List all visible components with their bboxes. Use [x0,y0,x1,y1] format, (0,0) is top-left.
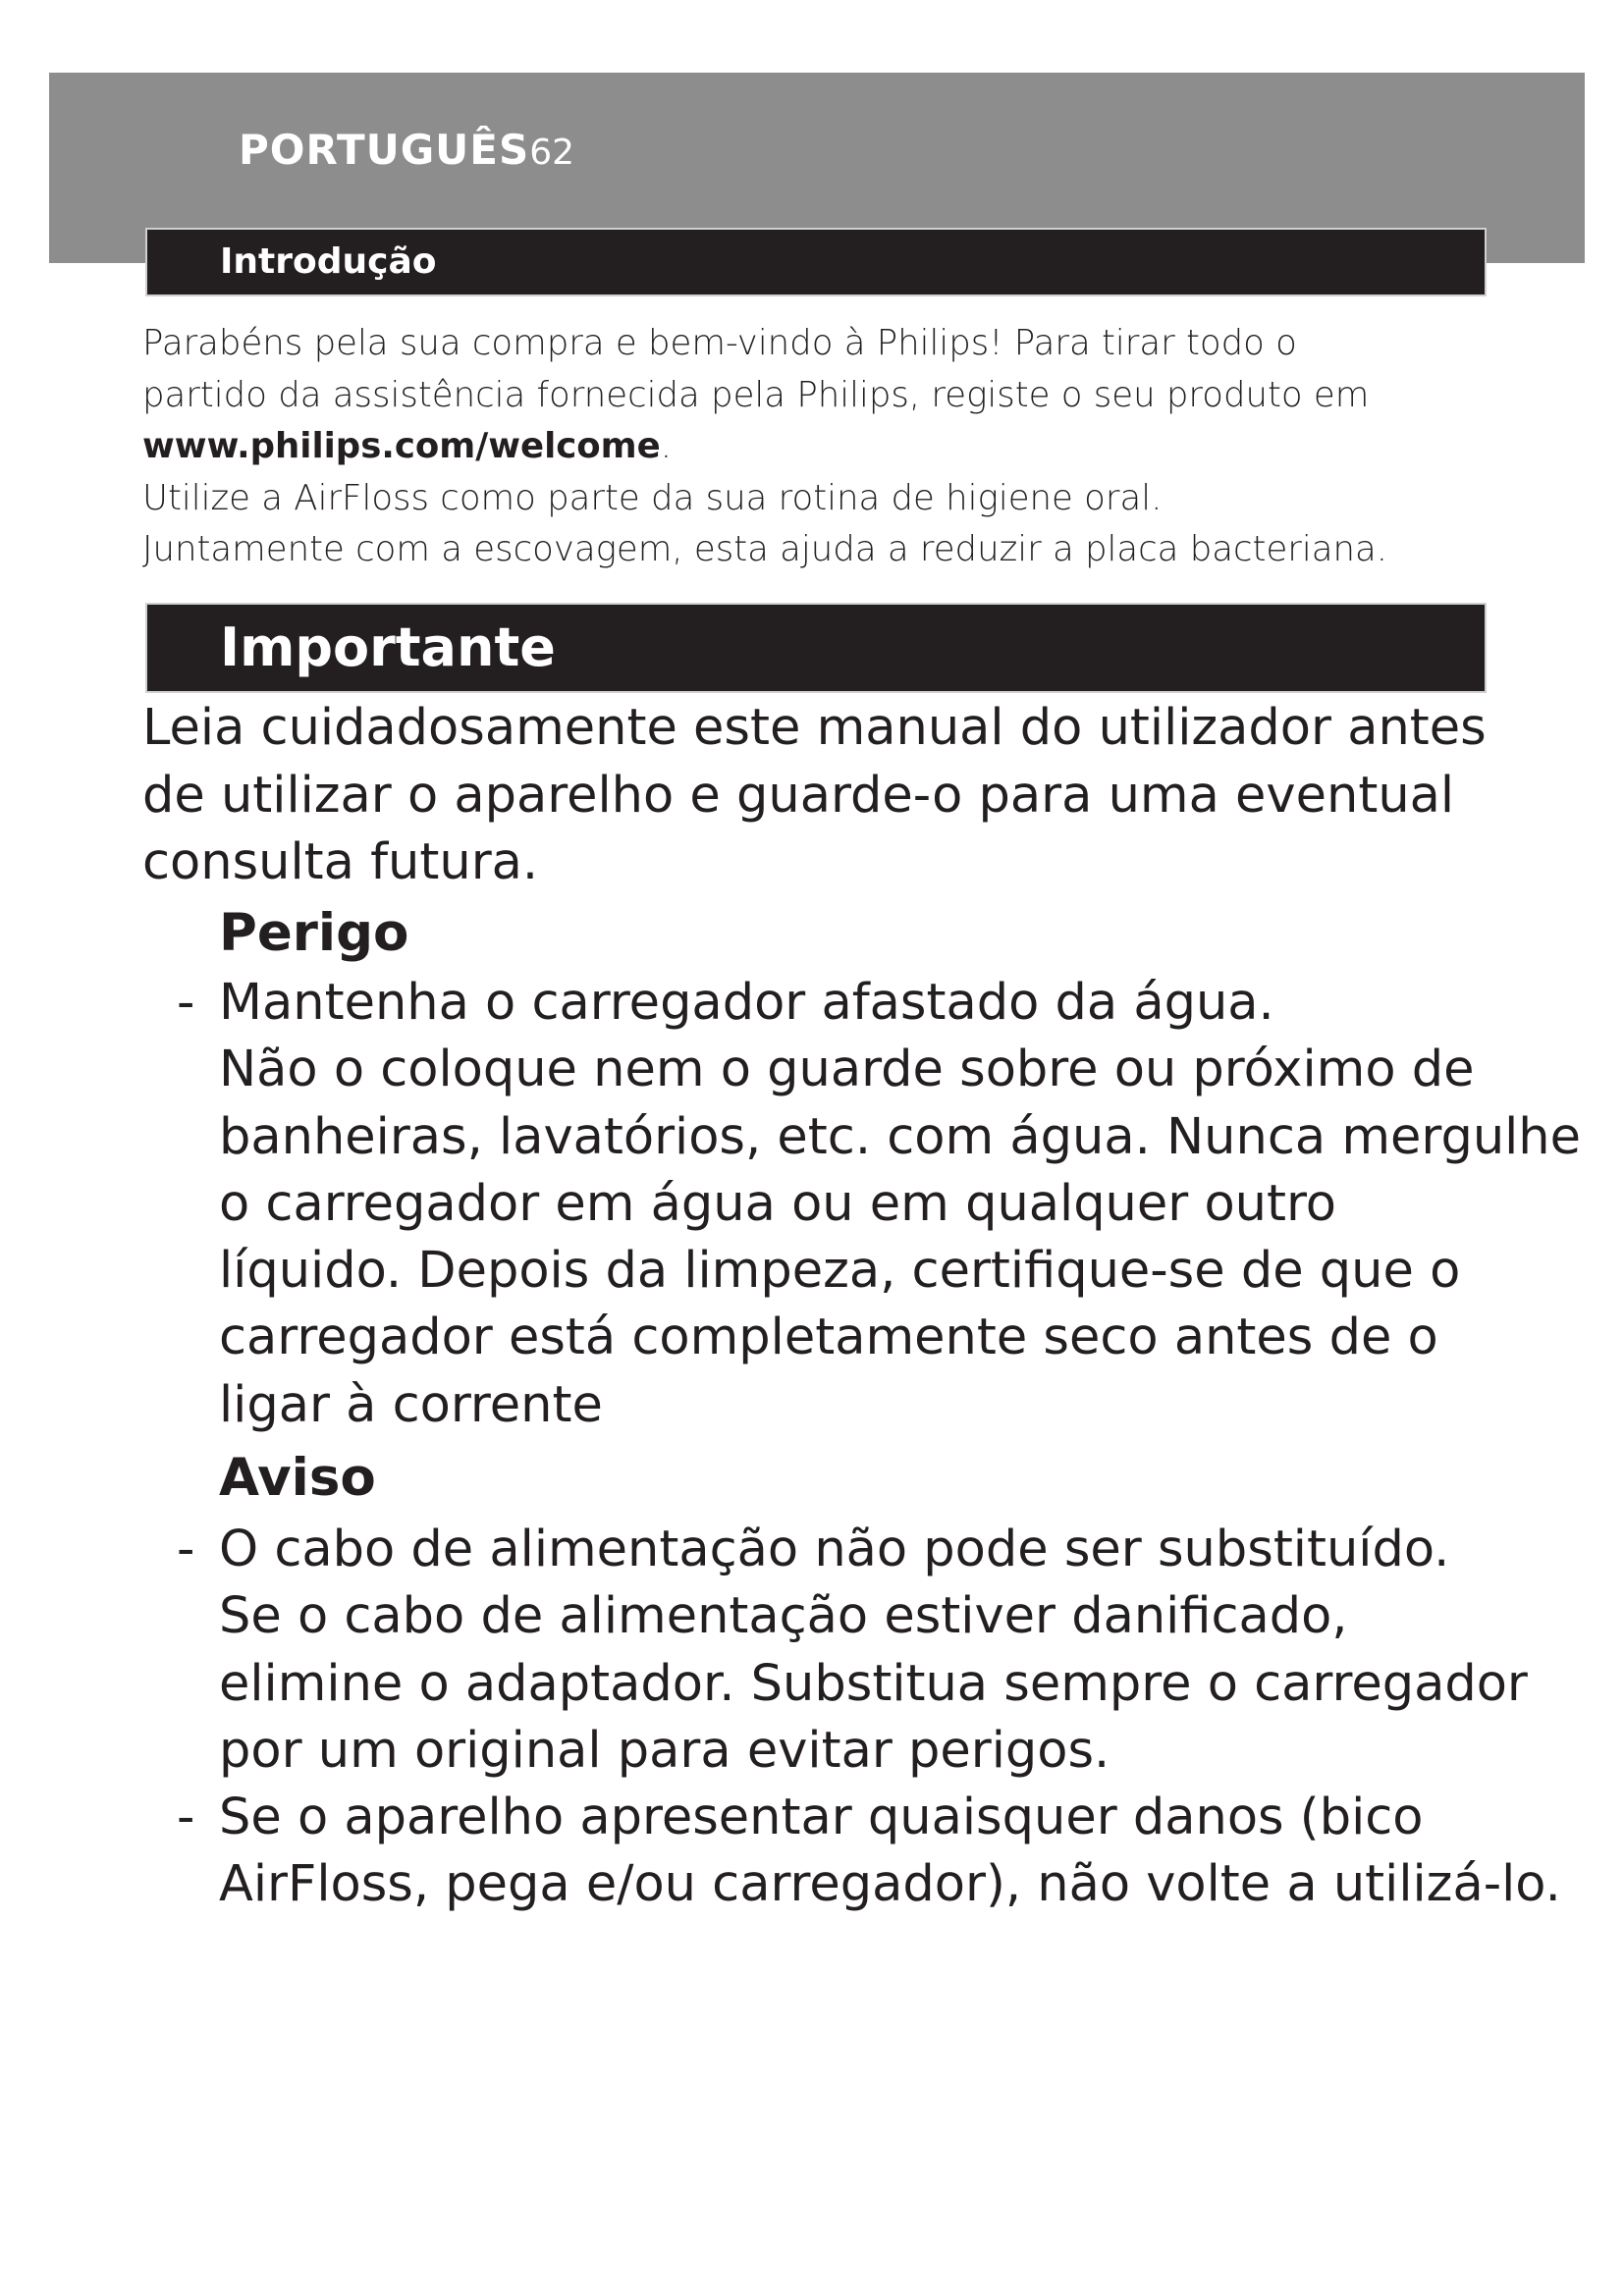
intro-text [142,318,1517,576]
danger-line: ligar à corrente [219,1375,603,1434]
important-heading: Importante [220,616,556,678]
intro-line: partido da assistência fornecida pela Philips, registe o seu produto em [142,374,1370,415]
list-dash: - [177,1789,195,1847]
welcome-link[interactable]: www.philips.com/welcome [142,426,661,466]
danger-line: Mantenha o carregador afastado da água. [219,974,1274,1032]
danger-line: líquido. Depois da limpeza, certifique-se de que o [219,1242,1461,1301]
intro-line: Utilize a AirFloss como parte da sua rotina de higiene oral. [142,477,1163,518]
intro-line: Parabéns pela sua compra e bem-vindo à Philips! Para tirar todo o [142,323,1297,363]
lead-line: consulta futura. [142,833,539,891]
header-language [239,126,574,174]
danger-list [177,970,1582,1439]
lead-line: Leia cuidadosamente este manual do utilizador antes [142,699,1487,757]
warning-line: AirFloss, pega e/ou carregador), não volte a utilizá-lo. [219,1855,1561,1914]
warning-item [177,1785,1571,1919]
warning-line: Se o aparelho apresentar quaisquer danos (bico [219,1789,1424,1847]
page-number: 62 [529,133,575,173]
danger-heading: Perigo [219,903,409,963]
warning-line: elimine o adaptador. Substitua sempre o carregador [219,1654,1528,1713]
language-label: PORTUGUÊS [239,126,530,174]
danger-line: Não o coloque nem o guarde sobre ou próximo de [219,1041,1475,1099]
important-lead [142,695,1537,897]
warning-list [177,1517,1571,1919]
warning-line: O cabo de alimentação não pode ser substituído. [219,1521,1450,1578]
list-dash: - [177,1521,195,1578]
important-heading-bar [145,603,1487,693]
warning-line: por um original para evitar perigos. [219,1721,1110,1780]
lead-line: de utilizar o aparelho e guarde-o para uma eventual [142,766,1455,825]
link-suffix: . [660,426,673,466]
intro-heading-bar [145,228,1487,296]
intro-line: Juntamente com a escovagem, esta ajuda a reduzir a placa bacteriana. [142,529,1388,569]
danger-line: carregador está completamente seco antes de o [219,1308,1438,1367]
intro-heading: Introdução [220,241,437,282]
danger-line: banheiras, lavatórios, etc. com água. Nunca mergulhe [219,1107,1582,1166]
danger-line: o carregador em água ou em qualquer outro [219,1174,1337,1233]
warning-line: Se o cabo de alimentação estiver danificado, [219,1587,1348,1646]
warning-heading: Aviso [219,1448,376,1508]
list-dash: - [177,974,195,1032]
danger-item [177,970,1582,1439]
intro-link-line [142,421,1517,473]
warning-item [177,1517,1571,1785]
